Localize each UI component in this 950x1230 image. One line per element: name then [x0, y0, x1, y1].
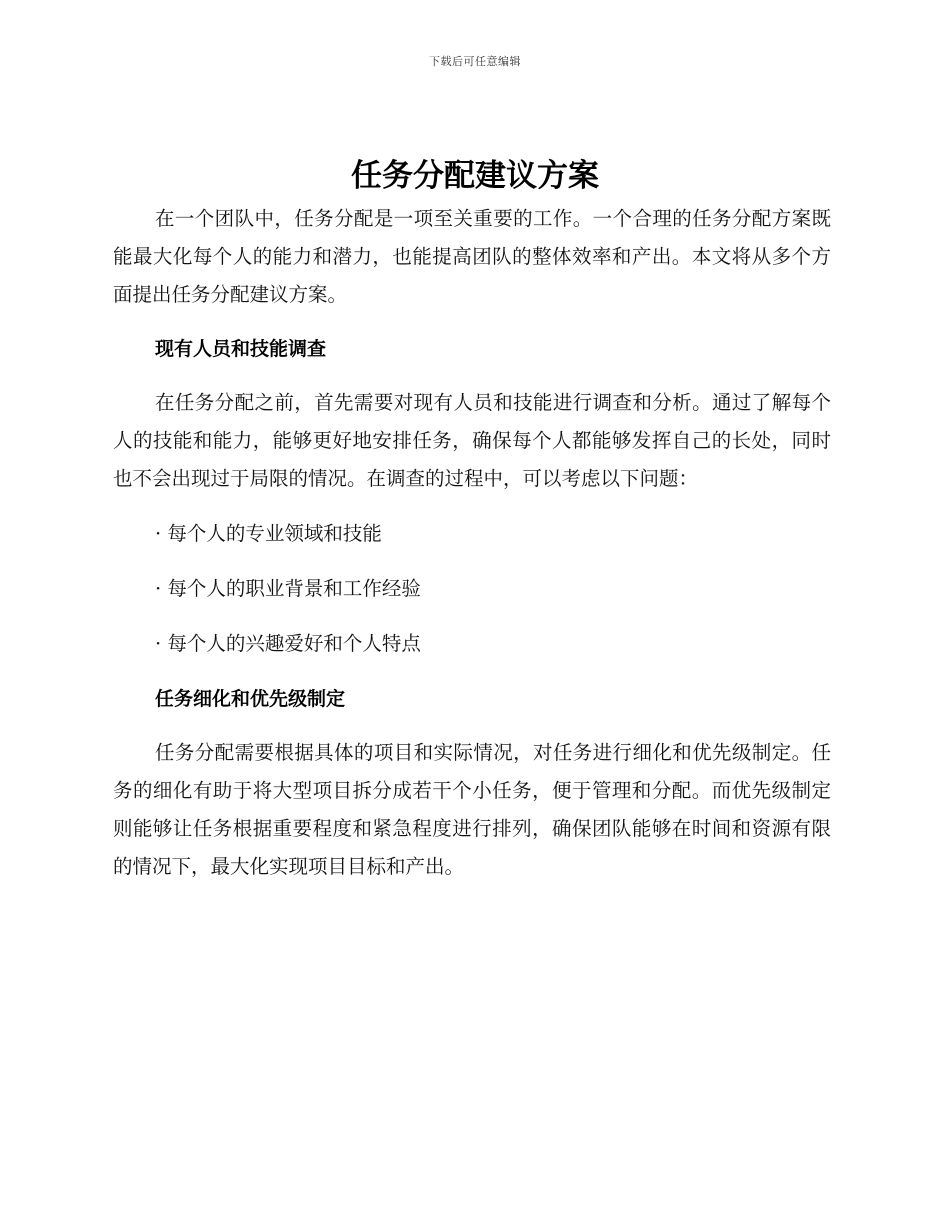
- section-heading-staff-survey: 现有人员和技能调查: [155, 338, 327, 360]
- spacer: [113, 608, 831, 625]
- spacer: [113, 498, 831, 515]
- intro-paragraph: 在一个团队中，任务分配是一项至关重要的工作。一个合理的任务分配方案既能最大化每个人的能力和潜力，也能提高团队的整体效率和产出。本文将从多个方面提出任务分配建议方案。: [113, 207, 831, 306]
- spacer: [113, 314, 831, 330]
- document-title: 任务分配建议方案: [351, 158, 599, 194]
- list-item: · 每个人的专业领域和技能: [155, 522, 382, 545]
- spacer: [113, 718, 831, 734]
- spacer: [113, 368, 831, 384]
- section-paragraph-task-priority: 任务分配需要根据具体的项目和实际情况，对任务进行细化和优先级制定。任务的细化有助于将大型项目拆分成若干个小任务，便于管理和分配。而优先级制定则能够让任务根据重要程度和紧急程度进行排列，确保团队能够在时间和资源有限的情况下，最大化实现项目目标和产出。: [113, 741, 831, 878]
- spacer: [113, 553, 831, 570]
- header-note: 下载后可任意编辑: [429, 55, 521, 68]
- list-item: · 每个人的职业背景和工作经验: [155, 577, 421, 600]
- spacer: [113, 663, 831, 680]
- section-heading-task-priority: 任务细化和优先级制定: [155, 688, 346, 710]
- list-item: · 每个人的兴趣爱好和个人特点: [155, 632, 421, 655]
- document-body: [113, 200, 831, 886]
- section-paragraph-staff-survey: 在任务分配之前，首先需要对现有人员和技能进行调查和分析。通过了解每个人的技能和能力，能够更好地安排任务，确保每个人都能够发挥自己的长处，同时也不会出现过于局限的情况。在调查的过程中，可以考虑以下问题：: [113, 391, 831, 490]
